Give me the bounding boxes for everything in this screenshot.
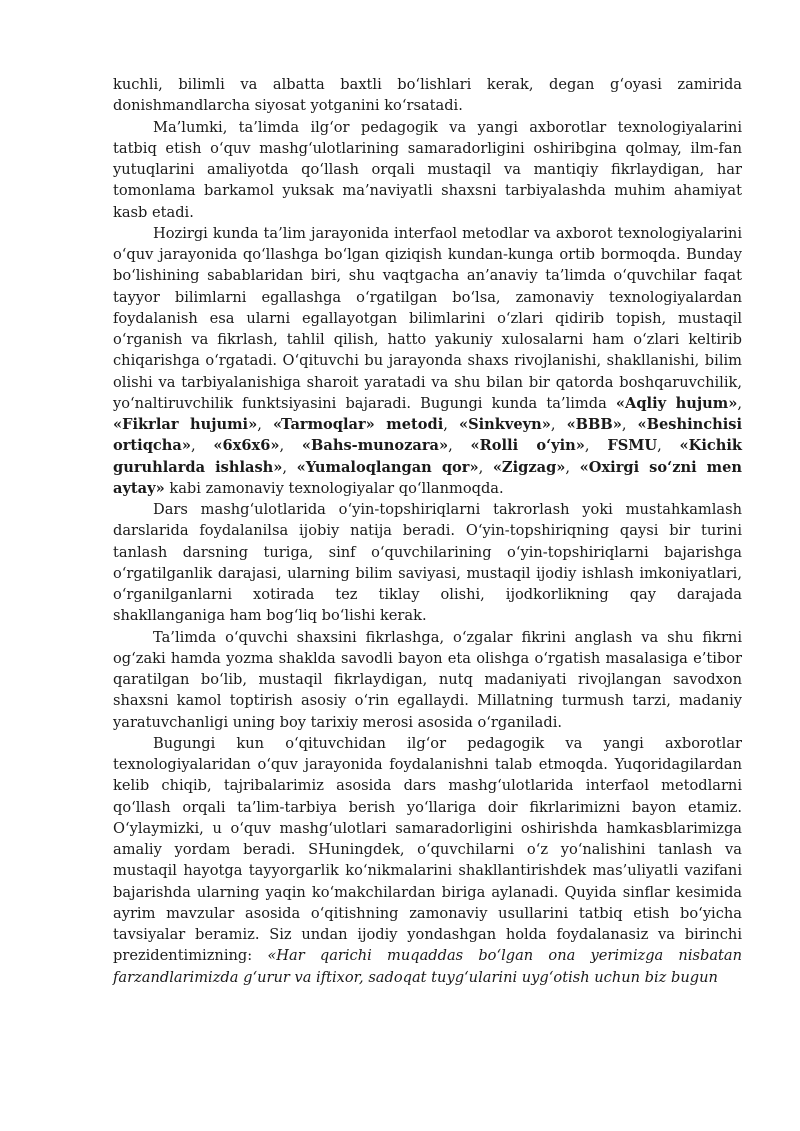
paragraph <box>113 733 742 988</box>
text-run: , <box>191 437 214 455</box>
paragraph <box>113 74 742 117</box>
bold-term: «Bahs-munozara» <box>301 437 449 455</box>
text-run: Hozirgi kunda ta’lim jarayonida interfaol metodlar va axborot texnologiyalarini o‘quv jarayonida qo‘llashga bo‘lgan qiziqish kundan-kunga ortib bormoqda. Bunday bo‘lishining sabablaridan biri, shu vaqtgacha an’anaviy ta’limda o‘quvchilar faqat tayyor bilimlarni egallashga o‘rgatilgan bo‘lsa, zamonaviy texnologiyalardan foydalanish esa ularni egallayotgan bilimlarini o‘zlari qidirib topish, mustaqil o‘rganish va fikrlash, tahlil qilish, hatto yakuniy xulosalarni ham o‘zlari keltirib chiqarishga o‘rgatadi. O‘qituvchi bu jarayonda shaxs rivojlanishi, shakllanishi, bilim olishi va tarbiyalanishiga sharoit yaratadi va shu bilan bir qatorda boshqaruvchilik, yo‘naltiruvchilik funktsiyasini bajaradi. Bugungi kunda ta’limda <box>113 224 742 412</box>
bold-term: «Yumaloqlangan qor» <box>296 458 479 476</box>
document-page <box>113 74 742 988</box>
text-run: , <box>657 437 680 455</box>
text-run: , <box>257 416 273 433</box>
bold-term: «Fikrlar hujumi» <box>113 416 258 433</box>
bold-term: FSMU <box>607 437 658 455</box>
bold-term: «Aqliy hujum» <box>615 394 738 412</box>
bold-term: «Kichik guruhlarda ishlash» <box>113 437 743 476</box>
text-run: kabi zamonaviy texnologiyalar qo‘llanmoqda. <box>164 479 504 497</box>
paragraph <box>113 499 742 627</box>
text-run: Bugungi kun o‘qituvchidan ilg‘or pedagogik va yangi axborotlar texnologiyalaridan o‘quv jarayonida foydalanishni talab etmoqda. Yuqoridagilardan kelib chiqib, tajribalarimiz asosida dars mashg‘ulotlarida interfaol metodlarni qo‘llash orqali ta’lim-tarbiya berish yo‘llariga doir fikrlarimizni bayon etamiz. O‘ylaymizki, u o‘quv mashg‘ulotlari samaradorligini oshirishda hamkasblarimizga amaliy yordam beradi. SHuningdek, o‘quvchilarni o‘z yo‘nalishini tanlash va mustaqil hayotga tayyorgarlik ko‘nikmalarini shakllantirishdek mas’uliyatli vazifani bajarishda ularning yaqin ko‘makchilardan biriga aylanadi. Quyida sinflar kesimida ayrim mavzular asosida o‘qitishning zamonaviy usullarini tatbiq etish bo‘yicha tavsiyalar beramiz. Siz undan ijodiy yondashgan holda foydalanasiz va birinchi prezidentimizning: <box>113 734 742 965</box>
text-run: , <box>584 437 608 455</box>
text-run: Ma’lumki, ta’limda ilg‘or pedagogik va yangi axborotlar texnologiyalarini tatbiq etish o‘quv mashg‘ulotlarining samaradorligini oshiribgina qolmay, ilm-fan yutuqlarini amaliyotda qo‘llash orqali mustaqil va mantiqiy fikrlaydigan, har tomonlama barkamol yuksak ma’naviyatli shaxsni tarbiyalashda muhim ahamiyat kasb etadi. <box>113 118 742 221</box>
bold-term: «6x6x6» <box>213 437 280 455</box>
text-run: kuchli, bilimli va albatta baxtli bo‘lishlari kerak, degan g‘oyasi zamirida donishmandlarcha siyosat yotganini ko‘rsatadi. <box>113 76 742 115</box>
text-run: , <box>565 458 580 476</box>
text-run: , <box>737 394 742 412</box>
bold-term: «Sinkveyn» <box>458 416 551 433</box>
text-run: Ta’limda o‘quvchi shaxsini fikrlashga, o‘zgalar fikrini anglash va shu fikrni og‘zaki hamda yozma shaklda savodli bayon eta olishga o‘rgatish masalasiga e’tibor qaratilgan bo‘lib, mustaqil fikrlaydigan, nutq madaniyati rivojlangan savodxon shaxsni kamol toptirish asosiy o‘rin egallaydi. Millatning turmush tarzi, madaniy yaratuvchanligi uning boy tarixiy merosi asosida o‘rganiladi. <box>113 628 742 731</box>
bold-term: «BBB» <box>566 416 622 433</box>
text-run: , <box>550 416 567 433</box>
paragraph <box>113 117 742 223</box>
bold-term: «Beshinchisi ortiqcha» <box>113 416 743 455</box>
bold-term: «Zigzag» <box>492 458 566 476</box>
text-run: , <box>282 458 297 476</box>
bold-term: «Tarmoqlar» metodi <box>272 416 444 433</box>
paragraph <box>113 223 742 499</box>
text-run: , <box>621 416 638 433</box>
italic-quote: «Har qarichi muqaddas bo‘lgan ona yerimizga nisbatan farzandlarimizda g‘urur va iftixor, sadoqat tuyg‘ularini uyg‘otish uchun biz bugun <box>113 947 742 986</box>
bold-term: «Rolli o‘yin» <box>470 437 585 455</box>
text-run: , <box>478 458 493 476</box>
text-run: Dars mashg‘ulotlarida o‘yin-topshiriqlarni takrorlash yoki mustahkamlash darslarida foydalanilsa ijobiy natija beradi. O‘yin-topshiriqning qaysi bir turini tanlash darsning turiga, sinf o‘quvchilarining o‘yin-topshiriqlarni bajarishga o‘rgatilganlik darajasi, ularning bilim saviyasi, mustaqil ijodiy ishlash imkoniyatlari, o‘rganilganlarni xotirada tez tiklay olishi, ijodkorlikning qay darajada shakllanganiga ham bog‘liq bo‘lishi kerak. <box>113 501 742 625</box>
bold-term: «Oxirgi so‘zni men aytay» <box>113 458 743 497</box>
paragraph <box>113 627 742 733</box>
text-run: , <box>279 437 302 455</box>
text-run: , <box>448 437 471 455</box>
text-run: , <box>443 416 459 433</box>
